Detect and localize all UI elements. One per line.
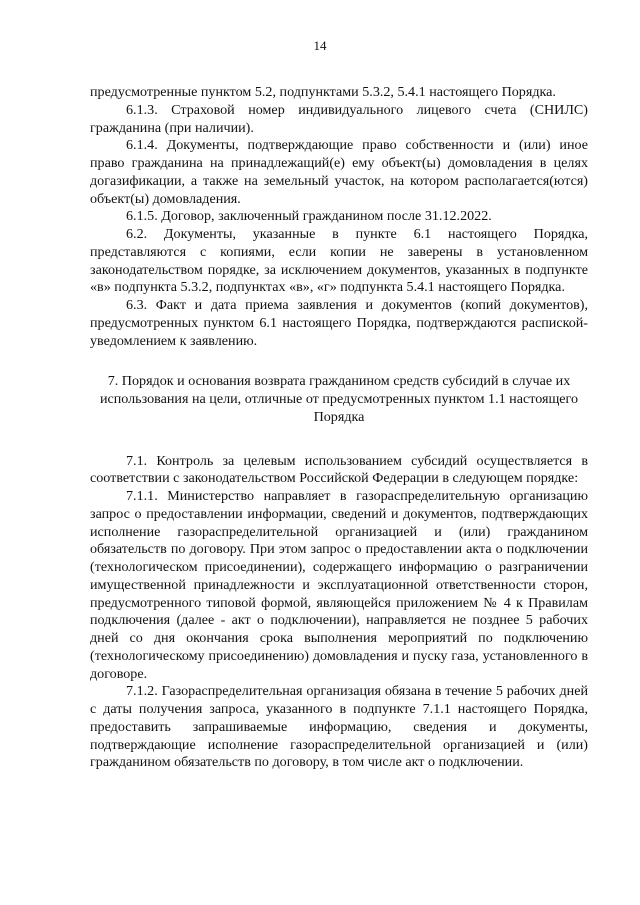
paragraph-6-1-5: 6.1.5. Договор, заключенный гражданином после 31.12.2022.	[126, 208, 492, 225]
paragraph-6-3: 6.3. Факт и дата приема заявления и документов (копий документов), предусмотренных пунктом 6.1 настоящего Порядка, подтверждаются распиской-уведомлением к заявлению.	[90, 297, 588, 349]
document-body	[90, 84, 588, 772]
paragraph-6-1-4: 6.1.4. Документы, подтверждающие право собственности и (или) иное право гражданина на принадлежащий(е) ему объект(ы) домовладения в целях догазификации, а также на земельный участок, на котором располагается(ются) объект(ы) домовладения.	[90, 137, 588, 207]
paragraph-6-2: 6.2. Документы, указанные в пункте 6.1 настоящего Порядка, представляются с копиями, если копии не заверены в установленном законодательством порядке, за исключением документов, указанных в подпункте «в» подпункта 5.3.2, подпунктах «в», «г» подпункта 5.4.1 настоящего Порядка.	[90, 226, 588, 296]
paragraph-7-1-1: 7.1.1. Министерство направляет в газораспределительную организацию запрос о предоставлении информации, сведений и документов, подтверждающих исполнение газораспределительной организацией и (или) гражданином обязательств по договору. При этом запрос о предоставлении акта о подключении (технологическом присоединении), содержащего информацию о разграничении имущественной принадлежности и эксплуатационной ответственности сторон, предусмотренного типовой формой, являющейся приложением № 4 к Правилам подключения (далее - акт о подключении), направляется не позднее 5 рабочих дней со дня окончания срока выполнения мероприятий по подключению (технологическому присоединению) домовладения и пуску газа, установленного в договоре.	[90, 488, 588, 682]
paragraph-6-1-3: 6.1.3. Страховой номер индивидуального лицевого счета (СНИЛС) гражданина (при наличии).	[90, 101, 588, 136]
section-7-heading: 7. Порядок и основания возврата гражданином средств субсидий в случае их использования на цели, отличные от предусмотренных пунктом 1.1 настоящего Порядка	[99, 373, 579, 425]
paragraph-7-1: 7.1. Контроль за целевым использованием субсидий осуществляется в соответствии с законодательством Российской Федерации в следующем порядке:	[90, 452, 588, 487]
page-number: 14	[313, 38, 327, 53]
paragraph-continuation: предусмотренные пунктом 5.2, подпунктами 5.3.2, 5.4.1 настоящего Порядка.	[90, 84, 556, 100]
paragraph-7-1-2: 7.1.2. Газораспределительная организация обязана в течение 5 рабочих дней с даты получения запроса, указанного в подпункте 7.1.1 настоящего Порядка, предоставить запрашиваемые информацию, сведения и документы, подтверждающие исполнение газораспределительной организацией и (или) гражданином обязательств по договору, в том числе акт о подключении.	[90, 683, 588, 771]
